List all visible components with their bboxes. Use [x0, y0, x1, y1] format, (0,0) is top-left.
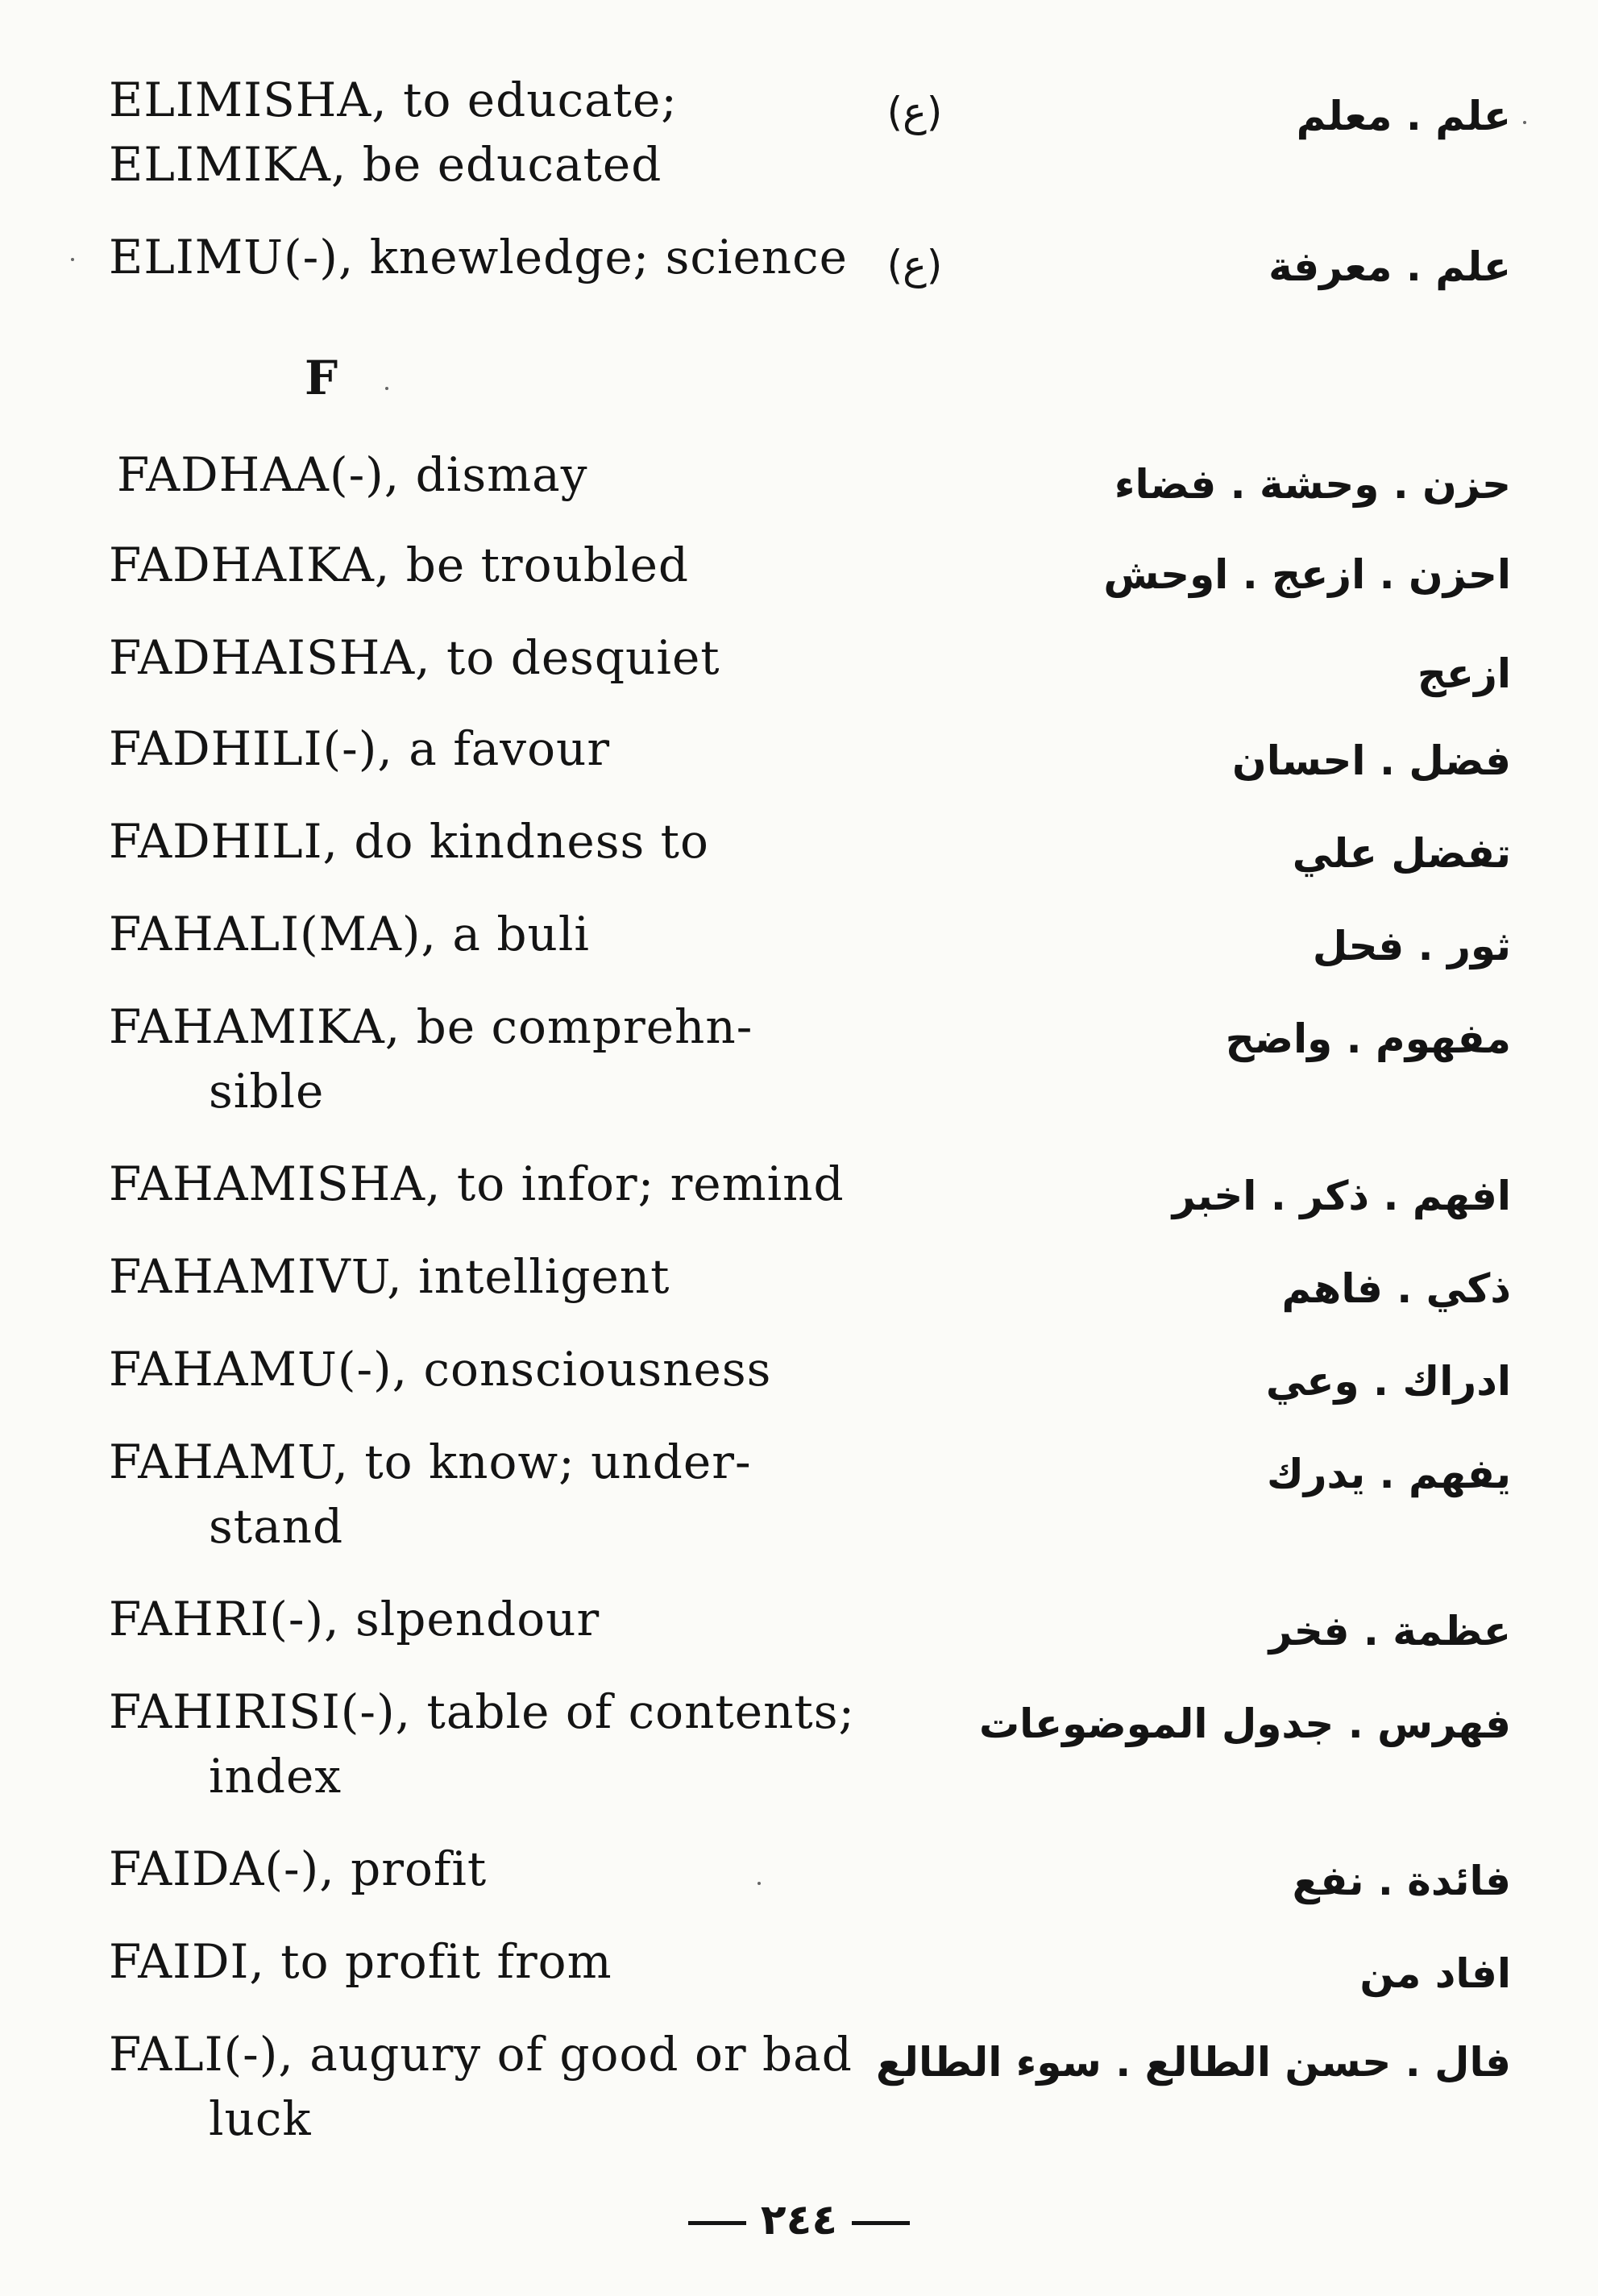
entry-english: [109, 538, 878, 592]
entry-arabic: يفهم . يدرك: [1266, 1451, 1511, 1497]
entry-english-line: ELIMIKA, be educated: [109, 137, 662, 192]
entry-english: [109, 1592, 878, 1646]
entry-english: [109, 999, 878, 1119]
entry-english: [109, 73, 878, 192]
scan-speck: [71, 258, 74, 261]
page-number: [0, 2196, 1598, 2244]
entry-origin-marker: (ع): [886, 89, 943, 135]
entry-english: [109, 814, 878, 869]
entry-english-line: FAHIRISI(-), table of contents;: [109, 1684, 856, 1739]
scan-speck: [1523, 121, 1526, 124]
entry-english: [109, 1934, 878, 1989]
entry-arabic: فال . حسن الطالع . سوء الطالع: [876, 2039, 1511, 2086]
entry-english: [109, 1156, 878, 1211]
entry-arabic: ازعج: [1417, 650, 1511, 697]
entry-arabic: فضل . احسان: [1232, 737, 1511, 784]
entry-english: [117, 447, 886, 502]
entry-english-line: FADHILI(-), a favour: [109, 721, 611, 776]
page-number-text: ٢٤٤: [760, 2196, 838, 2244]
dash-divider: [688, 2221, 746, 2225]
entry-arabic: علم . معلم: [1296, 93, 1511, 139]
entry-english: [109, 1434, 878, 1554]
entry-english: [109, 1684, 878, 1804]
entry-english-line: FAHAMISHA, to infor; remind: [109, 1156, 845, 1211]
entry-english-line: FADHILI, do kindness to: [109, 814, 709, 869]
entry-english-line: ELIMISHA, to educate;: [109, 73, 678, 127]
entry-arabic: ذكي . فاهم: [1281, 1265, 1511, 1312]
entry-english-line: luck: [209, 2091, 312, 2146]
entry-english-line: FADHAA(-), dismay: [117, 447, 588, 502]
entry-english-line: ELIMU(-), knewledge; science: [109, 230, 848, 284]
entry-arabic: احزن . ازعج . اوحش: [1103, 551, 1511, 598]
entry-arabic: ثور . فحل: [1312, 923, 1511, 969]
scan-speck: [385, 387, 388, 390]
entry-english-line: FALI(-), augury of good or bad: [109, 2027, 853, 2082]
entry-english-line: FAHAMU, to know; under-: [109, 1434, 752, 1489]
entry-english: [109, 230, 878, 284]
entry-arabic: افاد من: [1359, 1950, 1511, 1997]
entry-english-line: FAIDA(-), profit: [109, 1841, 488, 1896]
entry-english-line: FAHALI(MA), a buli: [109, 907, 590, 961]
entry-english-line: FAHAMIVU, intelligent: [109, 1249, 670, 1304]
entry-english-line: FADHAISHA, to desquiet: [109, 630, 720, 685]
dash-divider: [852, 2221, 910, 2225]
entry-english: [109, 1249, 878, 1304]
entry-english-line: sible: [209, 1064, 325, 1119]
entry-english: [109, 630, 878, 685]
entry-english-line: FAHAMU(-), consciousness: [109, 1342, 772, 1397]
entry-english: [109, 1342, 878, 1397]
entry-english-line: FAHRI(-), slpendour: [109, 1592, 600, 1646]
entry-english: [109, 2027, 878, 2146]
entry-arabic: فائدة . نفع: [1292, 1858, 1511, 1904]
entry-english-line: FADHAIKA, be troubled: [109, 538, 690, 592]
entry-arabic: عظمة . فخر: [1268, 1608, 1511, 1655]
entry-english: [109, 1841, 878, 1896]
entry-english-line: FAHAMIKA, be comprehn-: [109, 999, 753, 1054]
entry-origin-marker: (ع): [886, 242, 943, 289]
entry-arabic: حزن . وحشة . فضاء: [1114, 461, 1511, 508]
entry-english: [109, 907, 878, 961]
entry-arabic: علم . معرفة: [1268, 243, 1511, 290]
entry-english-line: stand: [209, 1499, 344, 1554]
scan-speck: [757, 1882, 761, 1885]
entry-arabic: مفهوم . واضح: [1225, 1015, 1511, 1062]
entry-arabic: ادراك . وعي: [1265, 1358, 1511, 1405]
entry-arabic: فهرس . جدول الموضوعات: [978, 1700, 1511, 1747]
entry-arabic: تفضل علي: [1292, 830, 1511, 877]
entry-english: [109, 721, 878, 776]
entry-english-line: FAIDI, to profit from: [109, 1934, 612, 1989]
entry-english-line: index: [209, 1749, 342, 1804]
entry-arabic: افهم . ذكر . اخبر: [1172, 1173, 1511, 1219]
section-letter: F: [305, 351, 338, 405]
